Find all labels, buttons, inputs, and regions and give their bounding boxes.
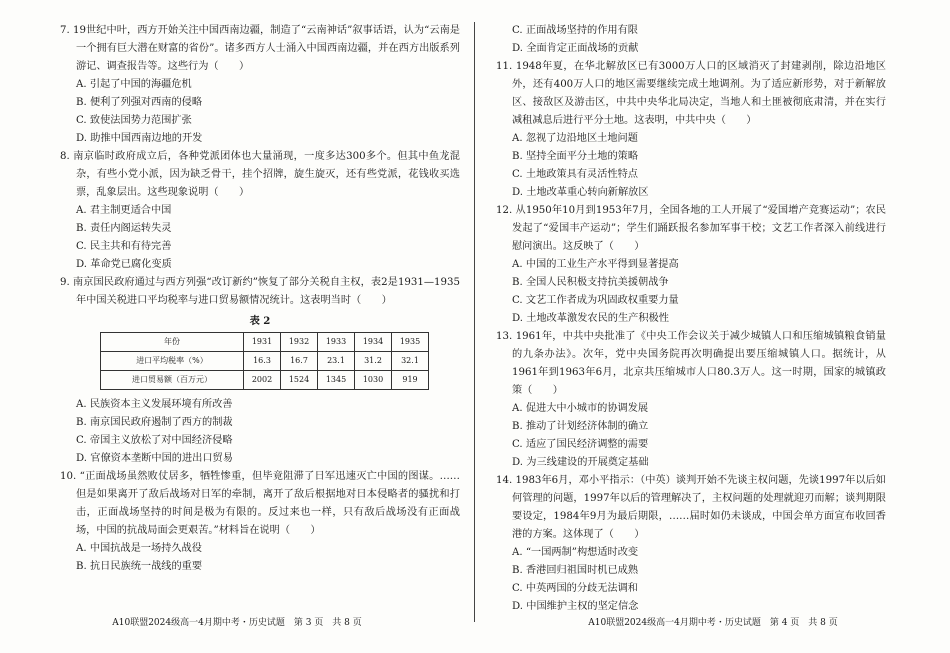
option-a: A. 民族资本主义发展环境有所改善 xyxy=(76,399,233,410)
option-a: A. 忽视了边沿地区土地问题 xyxy=(512,133,638,144)
page-footer: A10联盟2024级高一4月期中考・历史试题 第 4 页 共 8 页 xyxy=(588,618,838,628)
question-12 xyxy=(496,202,886,328)
option-c: C. 土地政策具有灵活性特点 xyxy=(512,169,638,180)
option-b: B. 责任内阁运转失灵 xyxy=(76,223,172,234)
option-b: B. 便利了列强对西南的侵略 xyxy=(76,97,203,108)
question-stem: 8. 南京临时政府成立后，各种党派团体也大量涌现，一度多达300多个。但其中鱼龙混杂，有些小党小派，因为缺乏骨干，挂个招牌，旋生旋灭，还有些党派，花钱收买选票，乱象层出。这些现象说明（ ） xyxy=(60,151,460,198)
option-a: A. 君主制更适合中国 xyxy=(76,205,172,216)
table-cell: 31.2 xyxy=(355,352,392,371)
page-divider xyxy=(474,22,475,622)
option-c: C. 民主共和有待完善 xyxy=(76,241,172,252)
table-cell: 16.3 xyxy=(244,352,281,371)
table-cell: 23.1 xyxy=(318,352,355,371)
option-b: B. 香港回归祖国时机已成熟 xyxy=(512,565,639,576)
question-stem: 12. 从1950年10月到1953年7月，全国各地的工人开展了“爱国增产竞赛运动”；农民发起了“爱国丰产运动”；学生们踊跃报名参加军事干校；文艺工作者深入前线进行慰问演出。这反映了（ ） xyxy=(496,205,886,252)
option-a: A. 中国抗战是一场持久战役 xyxy=(76,543,202,554)
table-cell: 919 xyxy=(392,371,429,390)
question-13 xyxy=(496,328,886,472)
table-cell: 进口贸易额（百万元） xyxy=(101,371,244,390)
page-footer: A10联盟2024级高一4月期中考・历史试题 第 3 页 共 8 页 xyxy=(112,618,362,628)
option-c: C. 适应了国民经济调整的需要 xyxy=(512,439,649,450)
table-cell: 1524 xyxy=(281,371,318,390)
option-d: D. 革命党已腐化变质 xyxy=(76,259,172,270)
table-header-cell: 1932 xyxy=(281,333,318,352)
question-stem: 10. “正面战场虽然败仗居多，牺牲惨重，但毕竟阻滞了日军迅速灭亡中国的图谋。……但是如果离开了敌后战场对日军的牵制，离开了敌后根据地对日本侵略者的骚扰和打击，正面战场坚持的时间是极为有限的。反过来也一样，只有敌后战场没有正面战场，中国的抗战局面会更艰苦。”材料旨在说明（ ） xyxy=(60,471,460,536)
table-header-cell: 1934 xyxy=(355,333,392,352)
tariff-table xyxy=(100,332,429,390)
option-a: A. 引起了中国的海疆危机 xyxy=(76,79,192,90)
table-header-cell: 1935 xyxy=(392,333,429,352)
option-c: C. 中英两国的分歧无法调和 xyxy=(512,583,638,594)
option-a: A. 中国的工业生产水平得到显著提高 xyxy=(512,259,679,270)
right-column xyxy=(496,22,886,616)
table-cell: 1030 xyxy=(355,371,392,390)
option-c: C. 正面战场坚持的作用有限 xyxy=(512,25,638,36)
option-d: D. 全面肯定正面战场的贡献 xyxy=(512,43,639,54)
table-row xyxy=(101,371,429,390)
option-c: C. 文艺工作者成为巩固政权重要力量 xyxy=(512,295,679,306)
question-stem: 11. 1948年夏，在华北解放区已有3000万人口的区域消灭了封建剥削，除边沿地区外，还有400万人口的地区需要继续完成土地调剂。为了适应新形势，对于新解放区、接敌区及游击区，中共中央华北局决定，当地人和土匪被彻底肃清，并在实行减租减息后进行平分土地。这表明，中共中央（ ） xyxy=(496,61,886,126)
right-page xyxy=(476,0,950,653)
table-header-cell: 1933 xyxy=(318,333,355,352)
option-d: D. 官僚资本垄断中国的进出口贸易 xyxy=(76,453,233,464)
table-row xyxy=(101,352,429,371)
question-14 xyxy=(496,472,886,616)
option-b: B. 南京国民政府遏制了西方的制裁 xyxy=(76,417,233,428)
question-8 xyxy=(60,148,460,274)
option-a: A. 促进大中小城市的协调发展 xyxy=(512,403,649,414)
question-stem: 13. 1961年，中共中央批准了《中央工作会议关于减少城镇人口和压缩城镇粮食销量的九条办法》。次年，党中央国务院再次明确提出要压缩城镇人口。据统计，从1961年到1963年6月，北京共压缩城市人口80.3万人。这一时期，国家的城镇政策（ ） xyxy=(496,331,886,396)
option-b: B. 全国人民积极支持抗美援朝战争 xyxy=(512,277,669,288)
question-7 xyxy=(60,22,460,148)
question-10-continued xyxy=(496,22,886,58)
table-header-row xyxy=(101,333,429,352)
question-stem: 14. 1983年6月，邓小平指示：（中英）谈判开始不先谈主权问题，先谈1997年以后如何管理的问题，1997年以后的管理解决了，主权问题的处理就迎刃而解；谈判期限要设定，1984年9月为最后期限，……届时如仍未谈成，中国会单方面宣布收回香港的方案。这体现了（ ） xyxy=(496,475,886,540)
option-b: B. 推动了计划经济体制的确立 xyxy=(512,421,649,432)
table-header-cell: 年份 xyxy=(101,333,244,352)
table-title: 表 2 xyxy=(249,315,271,327)
left-page xyxy=(0,0,474,653)
question-9 xyxy=(60,274,460,468)
option-d: D. 助推中国西南边地的开发 xyxy=(76,133,203,144)
option-b: B. 抗日民族统一战线的重要 xyxy=(76,561,203,572)
table-header-cell: 1931 xyxy=(244,333,281,352)
table-cell: 1345 xyxy=(318,371,355,390)
table-cell: 16.7 xyxy=(281,352,318,371)
option-a: A. “一国两制”构想适时改变 xyxy=(512,547,639,558)
left-column xyxy=(60,22,460,576)
option-d: D. 中国维护主权的坚定信念 xyxy=(512,601,639,612)
question-stem: 9. 南京国民政府通过与西方列强“改订新约”恢复了部分关税自主权，表2是1931—1935年中国关税进口平均税率与进口贸易额情况统计。这表明当时（ ） xyxy=(60,277,460,306)
question-11 xyxy=(496,58,886,202)
table-cell: 32.1 xyxy=(392,352,429,371)
table-cell: 2002 xyxy=(244,371,281,390)
option-c: C. 致使法国势力范围扩张 xyxy=(76,115,192,126)
option-d: D. 土地改革重心转向新解放区 xyxy=(512,187,649,198)
option-b: B. 坚持全面平分土地的策略 xyxy=(512,151,639,162)
option-d: D. 为三线建设的开展奠定基础 xyxy=(512,457,649,468)
option-c: C. 帝国主义放松了对中国经济侵略 xyxy=(76,435,233,446)
option-d: D. 土地改革激发农民的生产积极性 xyxy=(512,313,669,324)
question-stem: 7. 19世纪中叶，西方开始关注中国西南边疆，制造了“云南神话”叙事话语，认为“云南是一个拥有巨大潜在财富的省份”。诸多西方人士涌入中国西南边疆，并在西方出版系列游记、调查报告等。这些行为（ ） xyxy=(60,25,460,72)
question-10 xyxy=(60,468,460,576)
table-cell: 进口平均税率（%） xyxy=(101,352,244,371)
